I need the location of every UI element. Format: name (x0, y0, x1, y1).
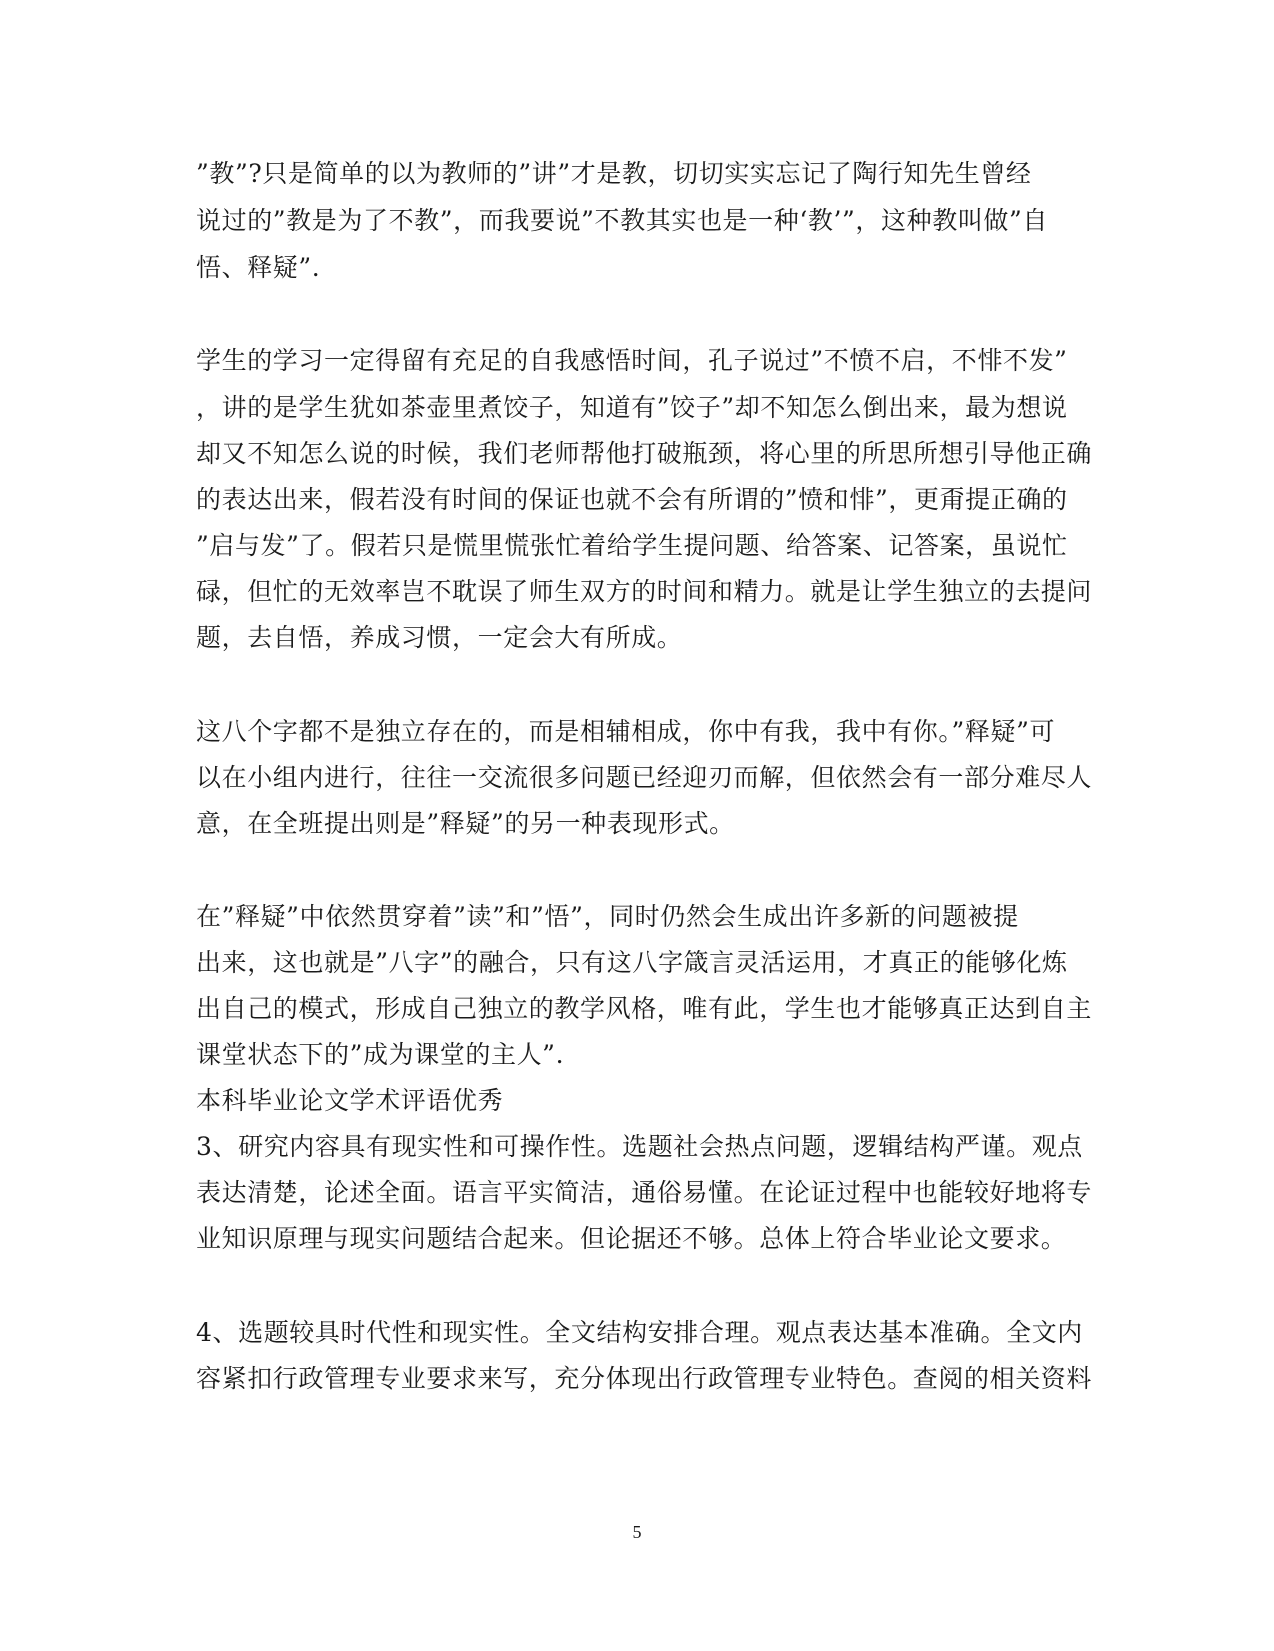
text-line: 业知识原理与现实问题结合起来。但论据还不够。总体上符合毕业论文要求。 (196, 1224, 1067, 1253)
text-line: 这八个字都不是独立存在的，而是相辅相成，你中有我，我中有你。”释疑”可 (196, 717, 1056, 746)
text-line: 说过的”教是为了不教”，而我要说”不教其实也是一种‘教’”，这种教叫做”自 (196, 206, 1048, 235)
text-line: 出自己的模式，形成自己独立的教学风格，唯有此，学生也才能够真正达到自主 (196, 994, 1093, 1023)
text-line: 悟、释疑”. (196, 253, 321, 282)
text-line: 的表达出来，假若没有时间的保证也就不会有所谓的”愤和悱”，更甭提正确的 (196, 485, 1068, 514)
text-line: ，讲的是学生犹如茶壶里煮饺子，知道有”饺子”却不知怎么倒出来，最为想说 (196, 393, 1068, 422)
text-line: 4、选题较具时代性和现实性。全文结构安排合理。观点表达基本准确。全文内 (196, 1318, 1083, 1347)
text-line: ”启与发”了。假若只是慌里慌张忙着给学生提问题、给答案、记答案，虽说忙 (196, 531, 1068, 560)
text-line: 3、研究内容具有现实性和可操作性。选题社会热点问题，逻辑结构严谨。观点 (196, 1132, 1083, 1161)
text-line: 课堂状态下的”成为课堂的主人”. (196, 1040, 565, 1069)
text-line: 学生的学习一定得留有充足的自我感悟时间，孔子说过”不愤不启，不悱不发” (196, 346, 1068, 375)
page-number: 5 (632, 1522, 642, 1542)
text-line: 在”释疑”中依然贯穿着”读”和”悟”，同时仍然会生成出许多新的问题被提 (196, 902, 1019, 931)
text-line: 题，去自悟，养成习惯，一定会大有所成。 (196, 623, 683, 652)
text-line: 以在小组内进行，往往一交流很多问题已经迎刃而解，但依然会有一部分难尽人 (196, 763, 1093, 792)
text-line: 意，在全班提出则是”释疑”的另一种表现形式。 (196, 809, 735, 838)
text-line: 表达清楚，论述全面。语言平实简洁，通俗易懂。在论证过程中也能较好地将专 (196, 1178, 1093, 1207)
text-line: 容紧扣行政管理专业要求来写，充分体现出行政管理专业特色。查阅的相关资料 (196, 1364, 1093, 1393)
text-line: ”教”?只是简单的以为教师的”讲”才是教，切切实实忘记了陶行知先生曾经 (196, 159, 1032, 188)
section-heading: 本科毕业论文学术评语优秀 (196, 1086, 504, 1115)
text-line: 却又不知怎么说的时候，我们老师帮他打破瓶颈，将心里的所思所想引导他正确 (196, 439, 1093, 468)
text-line: 碌，但忙的无效率岂不耽误了师生双方的时间和精力。就是让学生独立的去提问 (196, 577, 1093, 606)
text-line: 出来，这也就是”八字”的融合，只有这八字箴言灵活运用，才真正的能够化炼 (196, 948, 1068, 977)
